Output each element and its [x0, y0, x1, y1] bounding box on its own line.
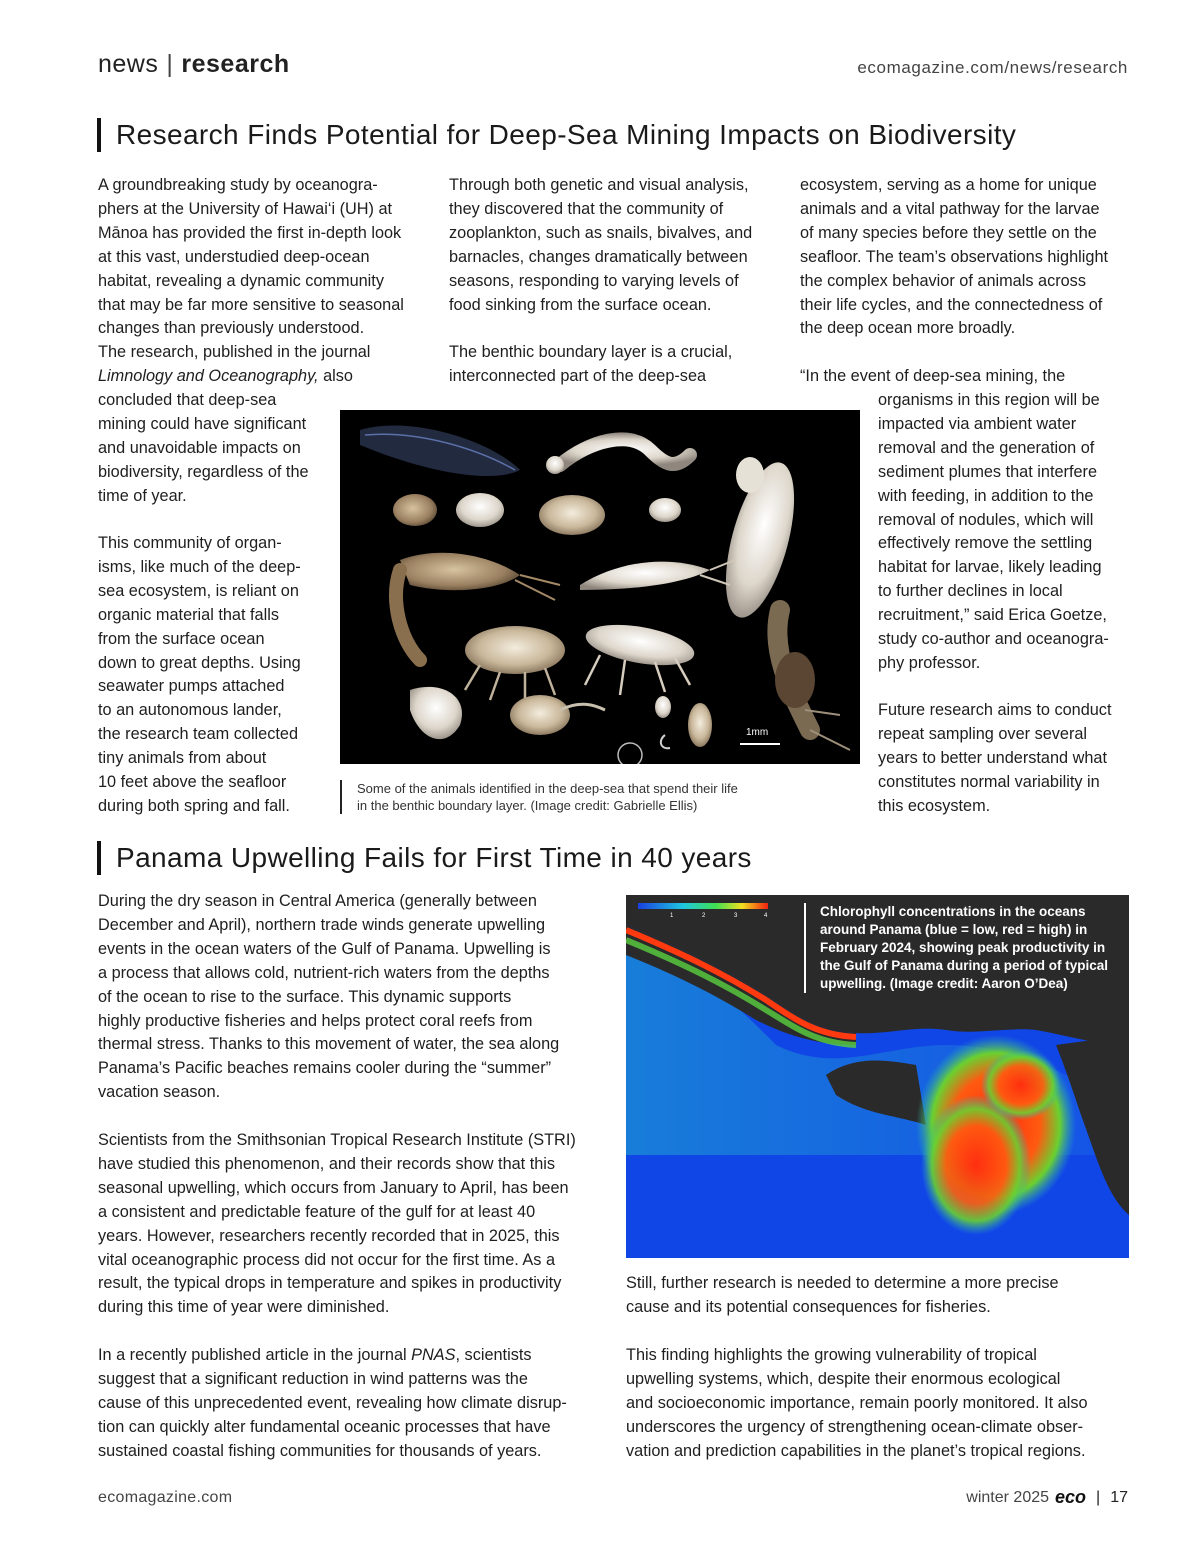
zooplankton-illustration — [340, 410, 860, 764]
footer-issue-info — [966, 1487, 1128, 1508]
category-label: research — [181, 50, 290, 78]
article2-left-p2: Scientists from the Smithsonian Tropical Research Institute (STRI) have studied this phenomenon, and their records show that this seasonal upwelling, which occurs from January to April, has been a consistent and predictable feature of the gulf for at least 40 years. However, researchers recently recorded that in 2025, this vital oceanographic process did not occur for the first time. As a result, the typical drops in temperature and spikes in productivity during this time of year were diminished. — [98, 1131, 576, 1317]
photo-caption: Some of the animals identified in the deep-sea that spend their life in the benthic boundary layer. (Image credit: Gabrielle Ellis) — [340, 780, 807, 814]
journal-name: Limnology and Oceanography, — [98, 367, 319, 386]
journal-name: PNAS — [411, 1346, 456, 1364]
article2-right-p1: Still, further research is needed to determine a more precise cause and its potential consequences for fisheries. — [626, 1274, 1059, 1316]
map-caption: Chlorophyll concentrations in the oceans around Panama (blue = low, red = high) in February 2024, showing peak productivity in the Gulf of Panama during a period of typical upwelling. (Image credit: Aaron O’Dea) — [804, 903, 1138, 993]
zooplankton-photo — [340, 410, 860, 764]
article1-col1-mid: concluded that deep-sea mining could have significant and unavoidable impacts on biodiversity, regardless of the time of year. — [98, 391, 309, 505]
scale-tick: 2 — [702, 913, 706, 919]
scale-tick: 3 — [734, 913, 738, 919]
issue-label: winter 2025 — [966, 1488, 1050, 1506]
article1-col2-p1: Through both genetic and visual analysis, they discovered that the community of zooplankton, such as snails, bivalves, and barnacles, changes dramatically between seasons, responding to varying levels of food sinking from the surface ocean. — [449, 176, 753, 314]
article2-left-p1: During the dry season in Central America (generally between December and April), northern trade winds generate upwelling events in the ocean waters of the Gulf of Panama. Upwelling is a process that allows cold, nutrient-rich waters from the depths of the ocean to rise to the surface. This dynamic supports highly productive fisheries and helps protect coral reefs from thermal stress. Thanks to this movement of water, the sea along Panama’s Pacific beaches remains cooler during the “summer” vacation season. — [98, 892, 560, 1102]
scale-tick: 4 — [764, 913, 768, 919]
article1-col3-p3: Future research aims to conduct repeat sampling over several years to better understand what constitutes normal variability in this ecosystem. — [878, 701, 1112, 815]
footer-divider: | — [1096, 1488, 1101, 1506]
article1-title: Research Finds Potential for Deep-Sea Mining Impacts on Biodiversity — [97, 118, 1016, 152]
scale-label: 1mm — [746, 727, 769, 738]
page-number: 17 — [1110, 1488, 1128, 1506]
article2-left-p3-a: In a recently published article in the journal — [98, 1346, 412, 1364]
header-url[interactable]: ecomagazine.com/news/research — [857, 58, 1128, 77]
section-label: news — [98, 50, 159, 78]
map-color-scale — [638, 903, 768, 909]
article1-col1-text: A groundbreaking study by oceanogra- phers at the University of Hawai‘i (UH) at Mānoa has provided the first in-depth look at this vast, understudied deep-ocean habitat, revealing a dynamic community that may be far more sensitive to seasonal changes than previously understood. The research, published in the journal — [98, 176, 404, 362]
footer-site[interactable]: ecomagazine.com — [98, 1489, 233, 1506]
article2-left-p3 — [98, 1344, 608, 1464]
scale-tick: 1 — [670, 913, 674, 919]
header-divider: | — [166, 50, 174, 78]
article1-col2-p2: The benthic boundary layer is a crucial, interconnected part of the deep-sea — [449, 343, 733, 385]
article1-quote-start: “In the event of deep-sea mining, the — [800, 367, 1066, 385]
article2-left-p3-b: , scientists suggest that a significant reduction in wind patterns was the cause of this unprecedented event, revealing how climate disrup- tion can quickly alter fundamental oceanic processes that have sustained coastal fishing communities for thousands of years. — [98, 1346, 567, 1460]
article2-right-p2: This finding highlights the growing vulnerability of tropical upwelling systems, which, despite their enormous ecological and socioeconomic importance, remain poorly monitored. It also underscores the urgency of strengthening ocean-climate obser- vation and prediction capabilities in the planet’s tropical regions. — [626, 1346, 1088, 1460]
magazine-logo: eco — [1055, 1487, 1087, 1507]
article2-title: Panama Upwelling Fails for First Time in 40 years — [97, 841, 752, 875]
article1-col1-text-after: also — [318, 367, 353, 386]
page-header-section — [98, 50, 290, 79]
article1-col3-p1: ecosystem, serving as a home for unique animals and a vital pathway for the larvae of many species before they settle on the seafloor. The team’s observations highlight the complex behavior of animals across their life cycles, and the connectedness of the deep ocean more broadly. — [800, 176, 1109, 338]
article1-col1-bottom: This community of organ- isms, like much of the deep- sea ecosystem, is reliant on organic material that falls from the surface ocean down to great depths. Using seawater pumps attached to an autonomous lander, the research team collected tiny animals from about 10 feet above the seafloor during both spring and fall. — [98, 534, 301, 815]
article1-quote-rest: organisms in this region will be impacted via ambient water removal and the generation of sediment plumes that interfere with feeding, in addition to the removal of nodules, which will effectively remove the settling habitat for larvae, likely leading to further declines in local recruitment,” said Erica Goetze, study co-author and oceanogra- phy professor. — [878, 391, 1109, 672]
article1-col1-top — [98, 174, 428, 389]
